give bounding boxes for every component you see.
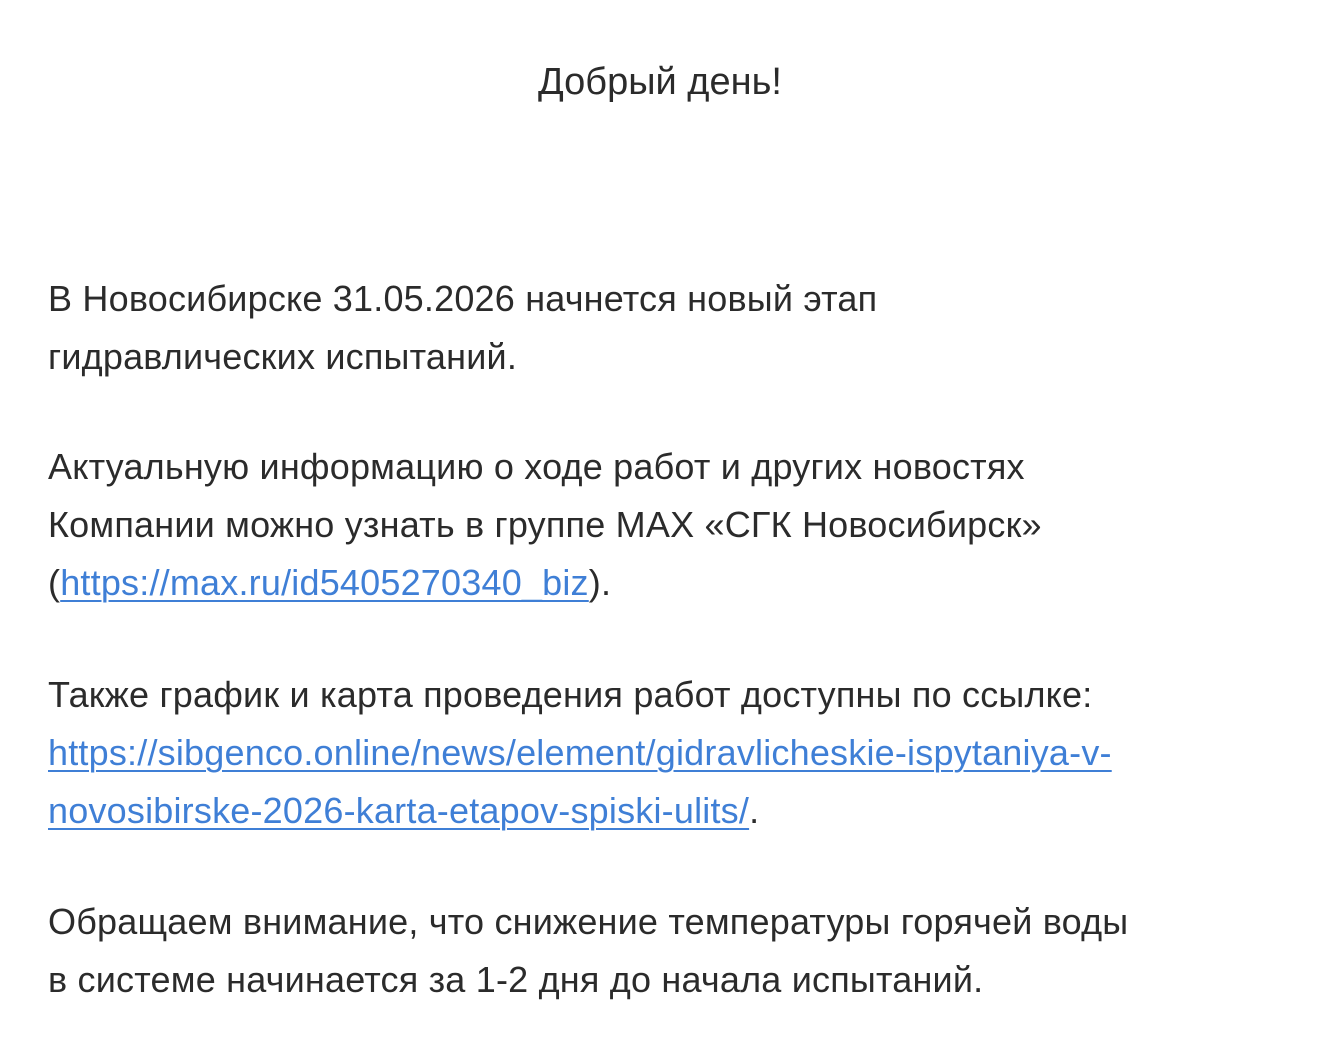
paragraph-line: гидравлических испытаний. <box>48 336 518 377</box>
paragraph-line: В Новосибирске 31.05.2026 начнется новый этап <box>48 278 878 319</box>
max-group-link[interactable]: https://max.ru/id5405270340_biz <box>60 562 589 603</box>
close-paren-text: ). <box>588 562 612 603</box>
paragraph-schedule-map <box>48 666 1288 840</box>
paragraph-line <box>48 554 1288 612</box>
paragraph-line: Обращаем внимание, что снижение температуры горячей воды <box>48 901 1129 942</box>
paragraph-line: в системе начинается за 1-2 дня до начала испытаний. <box>48 959 984 1000</box>
paragraph-temperature-notice <box>48 893 1288 1009</box>
schedule-map-link-continued[interactable]: novosibirske-2026-karta-etapov-spiski-ulits/ <box>48 790 750 831</box>
trailing-period: . <box>749 790 760 831</box>
paragraph-line: Также график и карта проведения работ доступны по ссылке: <box>48 674 1093 715</box>
greeting-heading: Добрый день! <box>538 61 782 103</box>
paragraph-line: Компании можно узнать в группе MAX «СГК Новосибирск» <box>48 504 1042 545</box>
paragraph-hydraulic-tests <box>48 270 1288 386</box>
paragraph-line: Актуальную информацию о ходе работ и других новостях <box>48 446 1025 487</box>
paragraph-line <box>48 782 1288 840</box>
schedule-map-link[interactable]: https://sibgenco.online/news/element/gidravlicheskie-ispytaniya-v- <box>48 732 1112 773</box>
paragraph-line <box>48 724 1288 782</box>
open-paren-text: ( <box>48 562 61 603</box>
paragraph-max-group <box>48 438 1288 612</box>
